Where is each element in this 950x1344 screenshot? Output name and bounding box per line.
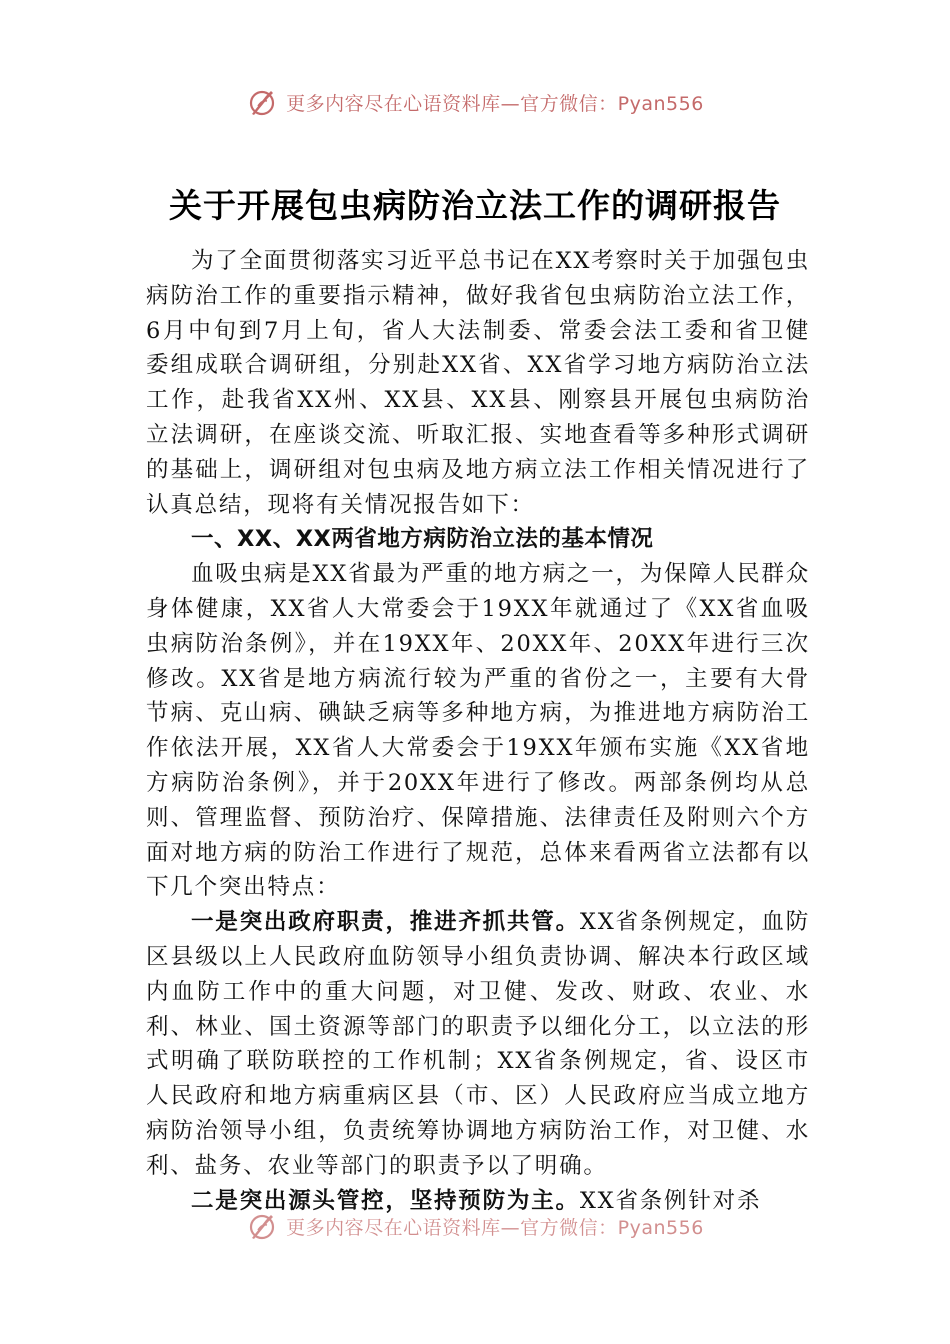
document-body <box>146 244 810 1218</box>
feature-1-text: XX省条例规定，血防区县级以上人民政府血防领导小组负责协调、解决本行政区域内血防工作中的重大问题，对卫健、发改、财政、农业、水利、林业、国土资源等部门的职责予以细化分工，以立法的形式明确了联防联控的工作机制；XX省条例规定，省、设区市人民政府和地方病重病区县（市、区）人民政府应当成立地方病防治领导小组，负责统筹协调地方病防治工作，对卫健、水利、盐务、农业等部门的职责予以了明确。 <box>146 909 810 1179</box>
paragraph-intro: 为了全面贯彻落实习近平总书记在XX考察时关于加强包虫病防治工作的重要指示精神，做好我省包虫病防治立法工作，6月中旬到7月上旬，省人大法制委、常委会法工委和省卫健委组成联合调研组，分别赴XX省、XX省学习地方病防治立法工作，赴我省XX州、XX县、XX县、刚察县开展包虫病防治立法调研，在座谈交流、听取汇报、实地查看等多种形式调研的基础上，调研组对包虫病及地方病立法工作相关情况进行了认真总结，现将有关情况报告如下： <box>146 248 810 518</box>
watermark-text: 更多内容尽在心语资料库—官方微信：Pyan556 <box>286 92 704 115</box>
section-heading-1: 一、XX、XX两省地方病防治立法的基本情况 <box>191 526 654 553</box>
watermark-footer <box>0 1206 950 1246</box>
feature-1-lead: 一是突出政府职责，推进齐抓共管。 <box>191 909 580 936</box>
paragraph-feature-1 <box>146 905 810 1183</box>
feature-2-text: XX省条例针对杀 <box>579 1187 762 1214</box>
watermark-header <box>0 82 950 122</box>
pen-logo-icon <box>246 86 278 118</box>
pen-logo-icon <box>246 1210 278 1242</box>
watermark-text: 更多内容尽在心语资料库—官方微信：Pyan556 <box>286 1216 704 1239</box>
paragraph-background: 血吸虫病是XX省最为严重的地方病之一，为保障人民群众身体健康，XX省人大常委会于19XX年就通过了《XX省血吸虫病防治条例》，并在19XX年、20XX年、20XX年进行三次修改。XX省是地方病流行较为严重的省份之一，主要有大骨节病、克山病、碘缺乏病等多种地方病，为推进地方病防治工作依法开展，XX省人大常委会于19XX年颁布实施《XX省地方病防治条例》，并于20XX年进行了修改。两部条例均从总则、管理监督、预防治疗、保障措施、法律责任及附则六个方面对地方病的防治工作进行了规范，总体来看两省立法都有以下几个突出特点： <box>146 561 810 901</box>
document-title: 关于开展包虫病防治立法工作的调研报告 <box>169 186 781 225</box>
feature-2-lead: 二是突出源头管控，坚持预防为主。 <box>191 1187 580 1214</box>
